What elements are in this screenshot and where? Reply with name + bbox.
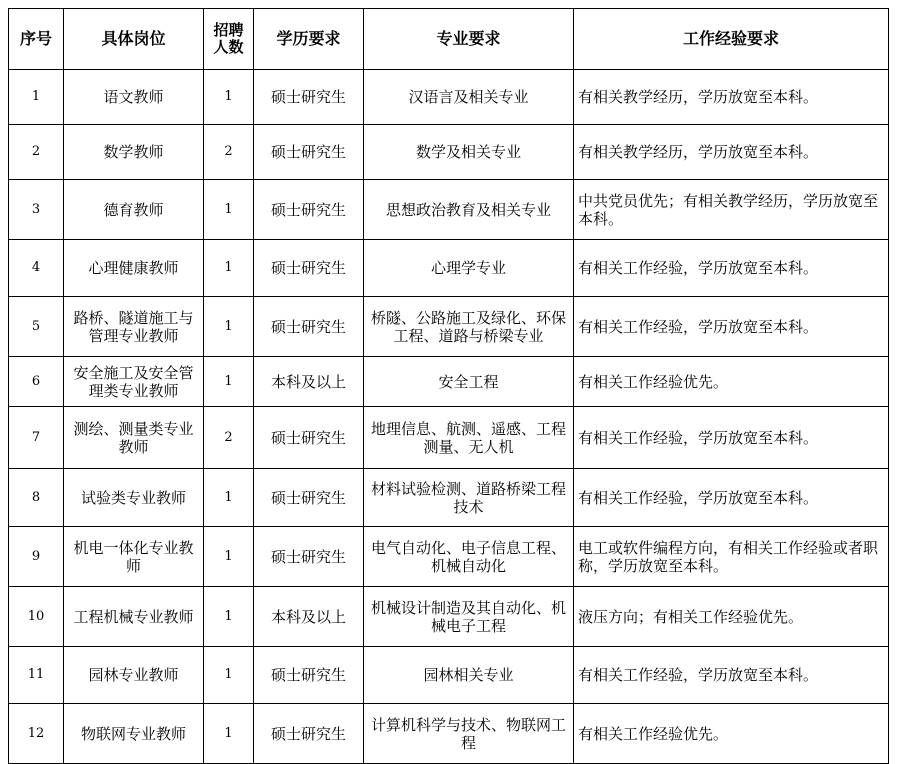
cell-position: 试验类专业教师: [64, 469, 204, 527]
table-row: [9, 647, 889, 704]
cell-no: 8: [9, 469, 64, 527]
table-row: [9, 125, 889, 180]
cell-education: 硕士研究生: [254, 297, 364, 357]
table-row: [9, 469, 889, 527]
table-row: [9, 70, 889, 125]
table-row: [9, 357, 889, 407]
cell-count: 1: [204, 297, 254, 357]
cell-experience: 有相关工作经验优先。: [574, 704, 889, 764]
cell-experience: 有相关工作经验，学历放宽至本科。: [574, 240, 889, 297]
cell-experience: 有相关教学经历，学历放宽至本科。: [574, 125, 889, 180]
cell-education: 硕士研究生: [254, 469, 364, 527]
table-row: [9, 407, 889, 469]
cell-education: 硕士研究生: [254, 704, 364, 764]
cell-position: 测绘、测量类专业教师: [64, 407, 204, 469]
cell-no: 1: [9, 70, 64, 125]
cell-position: 工程机械专业教师: [64, 587, 204, 647]
cell-count: 1: [204, 587, 254, 647]
cell-major: 心理学专业: [364, 240, 574, 297]
cell-education: 本科及以上: [254, 357, 364, 407]
table-row: [9, 587, 889, 647]
cell-experience: 有相关工作经验，学历放宽至本科。: [574, 647, 889, 704]
cell-position: 机电一体化专业教师: [64, 527, 204, 587]
cell-experience: 液压方向；有相关工作经验优先。: [574, 587, 889, 647]
table-header-row: [9, 9, 889, 70]
cell-position: 语文教师: [64, 70, 204, 125]
cell-no: 6: [9, 357, 64, 407]
cell-count: 1: [204, 180, 254, 240]
cell-position: 物联网专业教师: [64, 704, 204, 764]
cell-no: 12: [9, 704, 64, 764]
recruitment-table: [8, 8, 889, 764]
cell-no: 2: [9, 125, 64, 180]
cell-no: 10: [9, 587, 64, 647]
cell-position: 安全施工及安全管理类专业教师: [64, 357, 204, 407]
header-count: 招聘人数: [204, 9, 254, 70]
table-row: [9, 180, 889, 240]
cell-major: 材料试验检测、道路桥梁工程技术: [364, 469, 574, 527]
table-row: [9, 704, 889, 764]
cell-no: 11: [9, 647, 64, 704]
cell-no: 7: [9, 407, 64, 469]
cell-count: 1: [204, 240, 254, 297]
cell-count: 2: [204, 125, 254, 180]
cell-education: 硕士研究生: [254, 70, 364, 125]
cell-education: 硕士研究生: [254, 180, 364, 240]
cell-education: 硕士研究生: [254, 527, 364, 587]
cell-education: 本科及以上: [254, 587, 364, 647]
cell-experience: 有相关工作经验，学历放宽至本科。: [574, 407, 889, 469]
cell-major: 地理信息、航测、遥感、工程测量、无人机: [364, 407, 574, 469]
header-no: 序号: [9, 9, 64, 70]
cell-major: 数学及相关专业: [364, 125, 574, 180]
cell-position: 数学教师: [64, 125, 204, 180]
cell-position: 心理健康教师: [64, 240, 204, 297]
cell-no: 3: [9, 180, 64, 240]
table-row: [9, 297, 889, 357]
cell-experience: 有相关工作经验优先。: [574, 357, 889, 407]
cell-experience: 电工或软件编程方向，有相关工作经验或者职称，学历放宽至本科。: [574, 527, 889, 587]
cell-count: 2: [204, 407, 254, 469]
cell-education: 硕士研究生: [254, 125, 364, 180]
cell-count: 1: [204, 469, 254, 527]
cell-count: 1: [204, 647, 254, 704]
cell-education: 硕士研究生: [254, 240, 364, 297]
cell-position: 路桥、隧道施工与管理专业教师: [64, 297, 204, 357]
table-body: [9, 70, 889, 764]
cell-count: 1: [204, 70, 254, 125]
cell-major: 安全工程: [364, 357, 574, 407]
cell-education: 硕士研究生: [254, 407, 364, 469]
cell-count: 1: [204, 357, 254, 407]
table-row: [9, 527, 889, 587]
header-education: 学历要求: [254, 9, 364, 70]
cell-major: 桥隧、公路施工及绿化、环保工程、道路与桥梁专业: [364, 297, 574, 357]
cell-major: 机械设计制造及其自动化、机械电子工程: [364, 587, 574, 647]
header-experience: 工作经验要求: [574, 9, 889, 70]
cell-experience: 有相关工作经验，学历放宽至本科。: [574, 469, 889, 527]
cell-count: 1: [204, 527, 254, 587]
cell-no: 9: [9, 527, 64, 587]
cell-no: 4: [9, 240, 64, 297]
table-row: [9, 240, 889, 297]
cell-count: 1: [204, 704, 254, 764]
cell-major: 园林相关专业: [364, 647, 574, 704]
cell-position: 园林专业教师: [64, 647, 204, 704]
cell-major: 电气自动化、电子信息工程、机械自动化: [364, 527, 574, 587]
cell-experience: 有相关教学经历，学历放宽至本科。: [574, 70, 889, 125]
cell-position: 德育教师: [64, 180, 204, 240]
header-position: 具体岗位: [64, 9, 204, 70]
cell-no: 5: [9, 297, 64, 357]
cell-education: 硕士研究生: [254, 647, 364, 704]
header-major: 专业要求: [364, 9, 574, 70]
cell-major: 汉语言及相关专业: [364, 70, 574, 125]
cell-experience: 有相关工作经验，学历放宽至本科。: [574, 297, 889, 357]
cell-major: 思想政治教育及相关专业: [364, 180, 574, 240]
cell-major: 计算机科学与技术、物联网工程: [364, 704, 574, 764]
cell-experience: 中共党员优先；有相关教学经历，学历放宽至本科。: [574, 180, 889, 240]
